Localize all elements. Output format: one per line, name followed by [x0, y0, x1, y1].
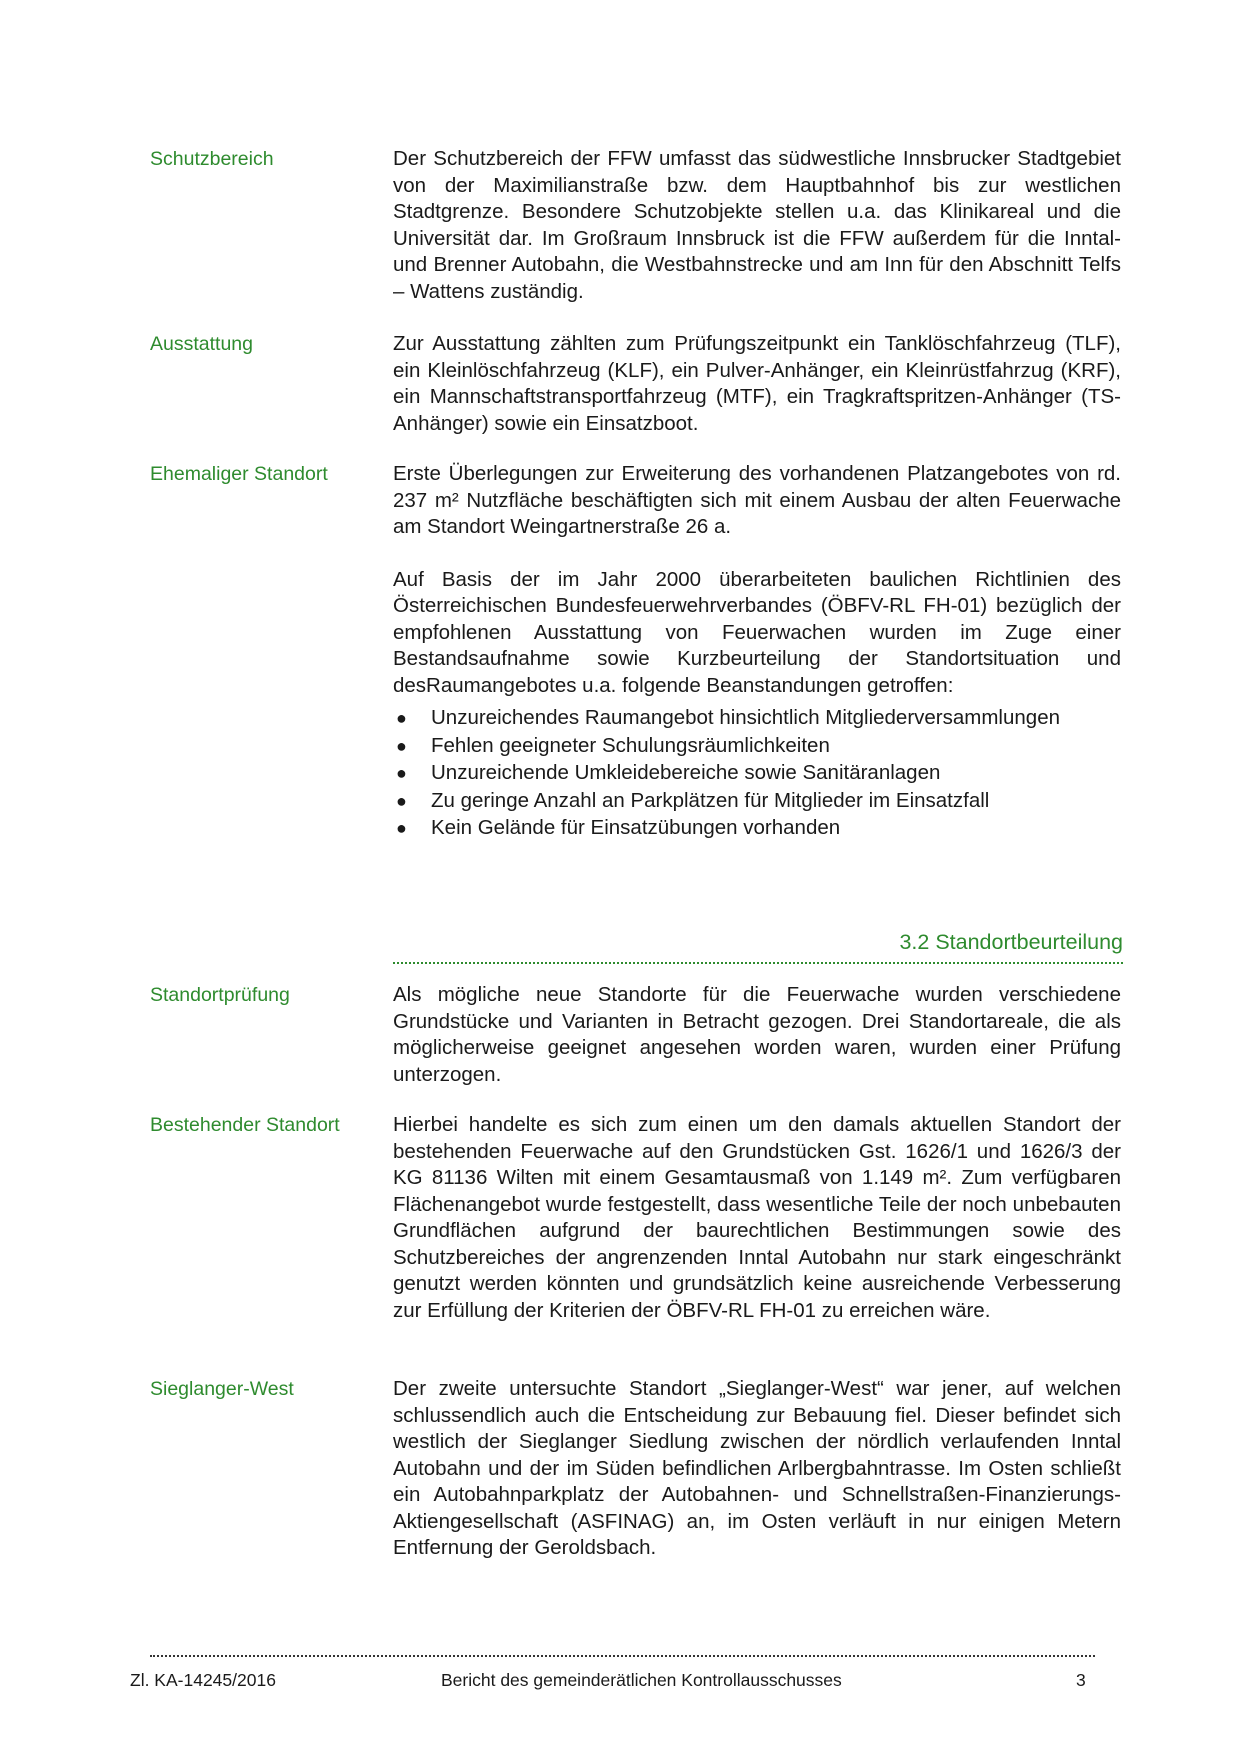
footer-divider: [150, 1655, 1095, 1657]
list-item: [393, 815, 1121, 842]
paragraph: Zur Ausstattung zählten zum Prüfungszeitpunkt ein Tanklöschfahrzeug (TLF), ein Kleinlöschfahrzeug (KLF), ein Pulver-Anhänger, ein Kleinrüstfahrzug (KRF), ein Mannschaftstransportfahrzeug (MTF), ein Tragkraftspritzen-Anhänger (TS-Anhänger) sowie ein Einsatzboot.: [393, 332, 1121, 435]
footer-reference: Zl. KA-14245/2016: [130, 1670, 276, 1690]
section-heading: 3.2 Standortbeurteilung: [393, 928, 1123, 964]
page-number: 3: [1076, 1670, 1086, 1690]
list-item-text: Kein Gelände für Einsatzübungen vorhanden: [431, 816, 841, 839]
paragraph: Als mögliche neue Standorte für die Feuerwache wurden verschiedene Grundstücke und Varianten in Betracht gezogen. Drei Standortareale, die als möglicherweise geeignet angesehen worden waren, wurden einer Prüfung unterzogen.: [393, 983, 1121, 1086]
bullet-icon: ●: [396, 708, 407, 728]
list-item: [393, 760, 1121, 787]
footer-title: Bericht des gemeinderätlichen Kontrollausschusses: [441, 1670, 842, 1690]
list-item: [393, 733, 1121, 760]
paragraph: Der zweite untersuchte Standort „Sieglanger-West“ war jener, auf welchen schlussendlich auch die Entscheidung zur Bebauung fiel. Dieser befindet sich westlich der Sieglanger Siedlung zwischen der nördlich verlaufenden Inntal Autobahn und der im Süden befindlichen Arlbergbahntrasse. Im Osten schließt ein Autobahnparkplatz der Autobahnen- und Schnellstraßen-Finanzierungs-Aktiengesellschaft (ASFINAG) an, im Osten verläuft in nur einigen Metern Entfernung der Geroldsbach.: [393, 1377, 1121, 1559]
list-item: [393, 705, 1121, 732]
margin-label: Ehemaliger Standort: [150, 463, 328, 485]
list-item-text: Unzureichendes Raumangebot hinsichtlich Mitgliederversammlungen: [431, 706, 1060, 729]
list-item-text: Fehlen geeigneter Schulungsräumlichkeiten: [431, 733, 830, 757]
margin-label: Bestehender Standort: [150, 1114, 340, 1136]
margin-label: Standortprüfung: [150, 984, 290, 1006]
bullet-icon: ●: [396, 763, 407, 783]
paragraph-block: [393, 461, 1121, 843]
margin-label: Sieglanger-West: [150, 1378, 294, 1400]
list-item-text: Zu geringe Anzahl an Parkplätzen für Mitglieder im Einsatzfall: [431, 788, 990, 812]
paragraph: Der Schutzbereich der FFW umfasst das südwestliche Innsbrucker Stadtgebiet von der Maximilianstraße bzw. dem Hauptbahnhof bis zur westlichen Stadtgrenze. Besondere Schutzobjekte stellen u.a. das Klinikareal und die Universität dar. Im Großraum Innsbruck ist die FFW außerdem für die Inntal- und Brenner Autobahn, die Westbahnstrecke und am Inn für den Abschnitt Telfs – Wattens zuständig.: [393, 147, 1121, 303]
bullet-icon: ●: [396, 790, 407, 811]
margin-label: Schutzbereich: [150, 148, 274, 170]
list-item-text: Unzureichende Umkleidebereiche sowie Sanitäranlagen: [431, 761, 941, 784]
paragraph: Erste Überlegungen zur Erweiterung des vorhandenen Platzangebotes von rd. 237 m² Nutzfläche beschäftigten sich mit einem Ausbau der alten Feuerwache am Standort Weingartnerstraße 26 a.: [393, 462, 1121, 538]
bullet-icon: ●: [396, 735, 407, 756]
list-item: [393, 788, 1121, 815]
paragraph: Hierbei handelte es sich zum einen um den damals aktuellen Standort der bestehenden Feuerwache auf den Grundstücken Gst. 1626/1 und 1626/3 der KG 81136 Wilten mit einem Gesamtausmaß von 1.149 m². Zum verfügbaren Flächenangebot wurde festgestellt, dass wesentliche Teile der noch unbebauten Grundflächen aufgrund der baurechtlichen Bestimmungen sowie des Schutzbereiches der angrenzenden Inntal Autobahn nur stark eingeschränkt genutzt werden könnten und grundsätzlich keine ausreichende Verbesserung zur Erfüllung der Kriterien der ÖBFV-RL FH-01 zu erreichen wäre.: [393, 1113, 1121, 1322]
bullet-icon: ●: [396, 818, 407, 838]
paragraph: Auf Basis der im Jahr 2000 überarbeiteten baulichen Richtlinien des Österreichischen Bundesfeuerwehrverbandes (ÖBFV-RL FH-01) bezüglich der empfohlenen Ausstattung von Feuerwachen wurden im Zuge einer Bestandsaufnahme sowie Kurzbeurteilung der Standortsituation und desRaumangebotes u.a. folgende Beanstandungen getroffen:: [393, 567, 1121, 697]
margin-label: Ausstattung: [150, 333, 253, 355]
bullet-list: [393, 705, 1121, 842]
